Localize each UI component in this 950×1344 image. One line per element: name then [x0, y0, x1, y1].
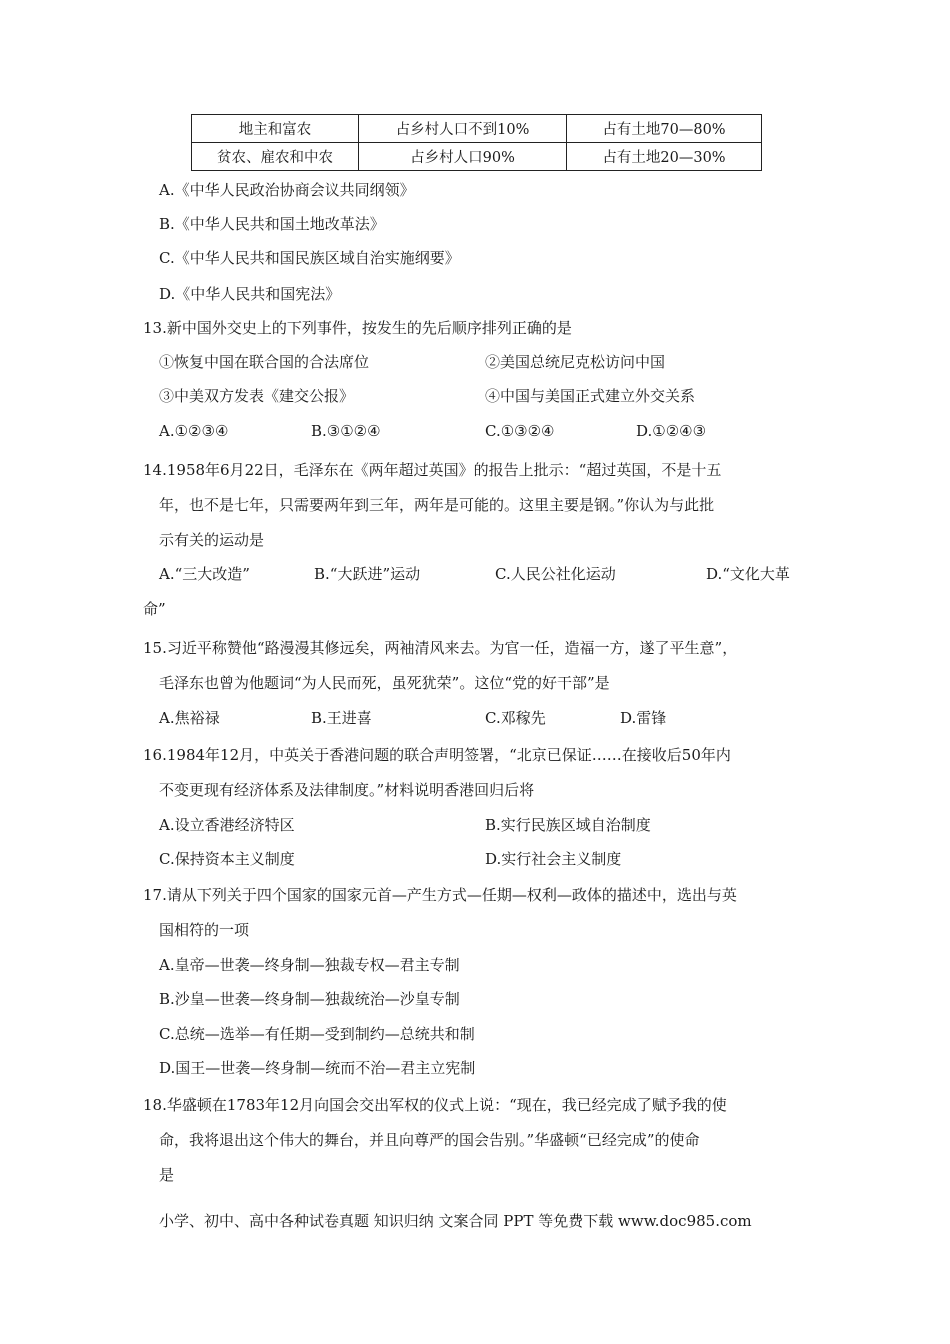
- q15-stem-line-1: 15.习近平称赞他“路漫漫其修远矣，两袖清风来去。为官一任，造福一方，遂了平生意”，: [143, 639, 738, 657]
- table-cell: 贫农、雇农和中农: [192, 143, 359, 171]
- q12-option-c: C.《中华人民共和国民族区域自治实施纲要》: [159, 249, 460, 267]
- q16-stem-line-1: 16.1984年12月，中英关于香港问题的联合声明签署，“北京已保证……在接收后50年内: [143, 746, 731, 764]
- table-cell: 占有土地70—80%: [567, 115, 762, 143]
- q16-option-c: C.保持资本主义制度: [159, 850, 295, 868]
- q15-option-b: B.王进喜: [311, 709, 372, 727]
- q14-stem-line-1: 14.1958年6月22日，毛泽东在《两年超过英国》的报告上批示：“超过英国，不是十五: [143, 461, 722, 479]
- q12-option-b: B.《中华人民共和国土地改革法》: [159, 215, 385, 233]
- q15-option-d: D.雷锋: [620, 709, 667, 727]
- q13-stem: 13.新中国外交史上的下列事件，按发生的先后顺序排列正确的是: [143, 319, 572, 337]
- q13-item-3: ③中美双方发表《建交公报》: [159, 387, 355, 405]
- table-cell: 占有土地20—30%: [567, 143, 762, 171]
- q13-item-4: ④中国与美国正式建立外交关系: [485, 387, 696, 405]
- q14-option-a: A.“三大改造”: [159, 565, 250, 583]
- q12-option-a: A.《中华人民政治协商会议共同纲领》: [159, 181, 415, 199]
- q13-item-1: ①恢复中国在联合国的合法席位: [159, 353, 370, 371]
- q13-option-a: A.①②③④: [159, 422, 229, 440]
- page-footer: 小学、初中、高中各种试卷真题 知识归纳 文案合同 PPT 等免费下载 www.doc985.com: [159, 1212, 752, 1230]
- table-row: [192, 143, 762, 171]
- q16-stem-line-2: 不变更现有经济体系及法律制度。”材料说明香港回归后将: [159, 781, 535, 799]
- q16-option-b: B.实行民族区域自治制度: [485, 816, 651, 834]
- q14-stem-line-2: 年，也不是七年，只需要两年到三年，两年是可能的。这里主要是钢。”你认为与此批: [159, 496, 715, 514]
- q14-option-c: C.人民公社化运动: [495, 565, 616, 583]
- q14-stem-line-3: 示有关的运动是: [159, 531, 265, 549]
- q16-option-d: D.实行社会主义制度: [485, 850, 622, 868]
- table-cell: 占乡村人口不到10%: [359, 115, 567, 143]
- q17-option-d: D.国王—世袭—终身制—统而不治—君主立宪制: [159, 1059, 476, 1077]
- q15-option-c: C.邓稼先: [485, 709, 546, 727]
- q13-option-c: C.①③②④: [485, 422, 555, 440]
- q13-option-b: B.③①②④: [311, 422, 381, 440]
- q18-stem-line-2: 命，我将退出这个伟大的舞台，并且向尊严的国会告别。”华盛顿“已经完成”的使命: [159, 1131, 700, 1149]
- q14-option-d-wrap: 命”: [143, 600, 166, 618]
- q15-stem-line-2: 毛泽东也曾为他题词“为人民而死，虽死犹荣”。这位“党的好干部”是: [159, 674, 610, 692]
- table-cell: 占乡村人口90%: [359, 143, 567, 171]
- q14-option-b: B.“大跃进”运动: [314, 565, 421, 583]
- q17-option-c: C.总统—选举—有任期—受到制约—总统共和制: [159, 1025, 475, 1043]
- q17-stem-line-1: 17.请从下列关于四个国家的国家元首—产生方式—任期—权利—政体的描述中，选出与英: [143, 886, 737, 904]
- q13-option-d: D.①②④③: [636, 422, 707, 440]
- table-row: [192, 115, 762, 143]
- q18-stem-line-3: 是: [159, 1166, 175, 1184]
- q17-option-a: A.皇帝—世袭—终身制—独裁专权—君主专制: [159, 956, 460, 974]
- land-distribution-table: [191, 114, 762, 171]
- table-cell: 地主和富农: [192, 115, 359, 143]
- q14-option-d: D.“文化大革: [706, 565, 790, 583]
- q16-option-a: A.设立香港经济特区: [159, 816, 295, 834]
- q15-option-a: A.焦裕禄: [159, 709, 220, 727]
- q12-option-d: D.《中华人民共和国宪法》: [159, 285, 341, 303]
- q18-stem-line-1: 18.华盛顿在1783年12月向国会交出军权的仪式上说：“现在，我已经完成了赋予我的使: [143, 1096, 727, 1114]
- q13-item-2: ②美国总统尼克松访问中国: [485, 353, 666, 371]
- q17-stem-line-2: 国相符的一项: [159, 921, 250, 939]
- q17-option-b: B.沙皇—世袭—终身制—独裁统治—沙皇专制: [159, 990, 460, 1008]
